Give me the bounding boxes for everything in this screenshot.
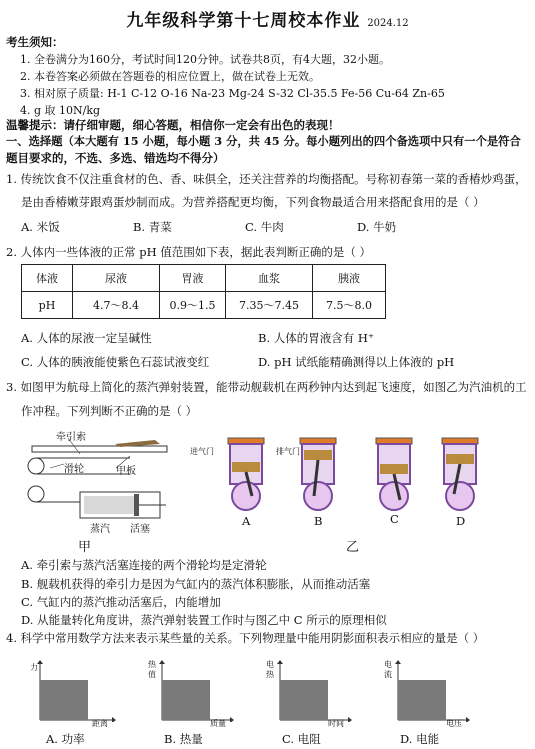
engine-label-d: D [456,514,466,528]
engine-label-b: B [314,514,323,528]
q3-option-d[interactable]: D. 从能量转化角度讲，蒸汽弹射装置工作时与图乙中 C 所示的原理相似 [21,613,387,627]
page-title [0,6,535,31]
graph-b-xlabel: 质量 [210,719,226,728]
shaded-area [40,680,88,720]
q3-option-a[interactable]: A. 牵引索与蒸汽活塞连接的两个滑轮均是定滑轮 [21,558,267,572]
q3-option-c[interactable]: C. 气缸内的蒸汽推动活塞后，内能增加 [21,595,221,609]
steam-area [84,496,134,514]
instruction-item: 2. 本卷答案必须做在答题卷的相应位置上，做在试卷上无效。 [20,70,320,83]
q2-option-c[interactable]: C. 人体的胰液能使紫色石蕊试液变红 [21,355,210,369]
table-header: 血浆 [226,265,313,292]
figure-caption-jia: 甲 [78,540,92,555]
piston [134,494,139,516]
engine-strokes-diagram [190,428,490,528]
graph-a-axes [26,660,116,722]
engine-c [376,438,412,510]
q1-option-d[interactable]: D. 牛奶 [357,220,397,234]
table-row [22,292,386,319]
q4-stem: 4. 科学中常用数学方法来表示某些量的关系。下列物理量中能用阴影面积表示相应的量是（ ） [6,631,485,645]
warm-tip: 温馨提示：请仔细审题，细心答题，相信你一定会有出色的表现！ [6,118,340,132]
label-piston: 活塞 [130,524,150,535]
q1-option-b[interactable]: B. 青菜 [133,220,172,234]
table-cell: 4.7～8.4 [73,292,160,319]
deck-rail [32,446,167,452]
engine-figure [190,428,490,553]
q4-option-d[interactable]: D. 电能 [400,732,440,746]
table-cell: 7.5～8.0 [313,292,386,319]
shaded-area [280,680,328,720]
graph-a-ylabel: 力 [30,663,38,672]
label-deck: 甲板 [116,466,136,477]
q2-option-a[interactable]: A. 人体的尿液一定呈碱性 [21,331,152,345]
label-exhaust: 排气门 [276,447,300,456]
engine-label-c: C [390,512,399,526]
engine-label-a: A [242,514,251,528]
q4-graph-c [262,660,372,749]
label-rope: 牵引索 [56,432,86,443]
graph-a-xlabel: 距离 [92,719,108,728]
q4-graph-a [26,660,136,749]
instructions-heading: 考生须知： [6,35,64,49]
table-header: 胰液 [313,265,386,292]
title-text: 九年级科学第十七周校本作业 [126,11,361,31]
engine-d [442,438,478,510]
engine-a [228,438,264,510]
instruction-item: 4. g 取 10N/kg [20,104,101,117]
catapult-figure [20,428,170,553]
table-cell: 7.35～7.45 [226,292,313,319]
q4-graph-b [144,660,254,749]
figure-caption-yi: 乙 [346,540,360,555]
graph-c-xlabel: 时间 [328,719,344,728]
label-steam: 蒸汽 [90,524,110,535]
instruction-item: 1. 全卷满分为160分，考试时间120分钟。试卷共8页，有4大题，32小题。 [20,53,390,66]
table-header: 尿液 [73,265,160,292]
table-header: 胃液 [160,265,226,292]
graph-d-xlabel: 电压 [446,719,462,728]
instruction-item: 3. 相对原子质量: H-1 C-12 O-16 Na-23 Mg-24 S-32 Cl-35.5 Fe-56 Cu-64 Zn-65 [20,87,445,100]
q3-option-b[interactable]: B. 舰载机获得的牵引力是因为气缸内的蒸汽体积膨胀，从而推动活塞 [21,577,371,591]
table-cell: 0.9～1.5 [160,292,226,319]
q4-option-a[interactable]: A. 功率 [46,732,85,746]
title-date: 2024.12 [367,18,409,29]
graph-d-ylabel: 电流 [384,660,392,679]
q1-stem-cont: 是由香椿嫩芽跟鸡蛋炒制而成。为营养搭配更均衡，下列食物最适合用来搭配食用的是（ ） [21,195,485,209]
engine-b [300,438,336,510]
table-row [22,265,386,292]
q1-stem: 1. 传统饮食不仅注重食材的色、香、味俱全，还关注营养的均衡搭配。号称初春第一菜的香椿炒鸡蛋， [6,172,527,186]
ph-table [21,264,386,319]
label-pulley: 滑轮 [64,464,84,475]
q2-stem: 2. 人体内一些体液的正常 pH 值范围如下表，据此表判断正确的是（ ） [6,245,371,259]
q1-option-a[interactable]: A. 米饭 [21,220,60,234]
table-header: 体液 [22,265,73,292]
q4-option-b[interactable]: B. 热量 [164,732,203,746]
q2-option-b[interactable]: B. 人体的胃液含有 H⁺ [258,331,375,345]
q1-option-c[interactable]: C. 牛肉 [245,220,284,234]
q3-stem-cont: 作冲程。下列判断不正确的是（ ） [21,404,198,418]
shaded-area [162,680,210,720]
pulley-left-lower [28,486,44,502]
q4-graph-d [380,660,490,749]
graph-b-ylabel: 热值 [148,660,156,679]
section-heading-cont: 题目要求的，不选、多选、错选均不得分） [6,151,225,165]
graph-c-ylabel: 电热 [266,660,274,679]
q4-option-c[interactable]: C. 电阻 [282,732,321,746]
q3-stem: 3. 如图甲为航母上简化的蒸汽弹射装置，能带动舰载机在两秒钟内达到起飞速度，如图乙为汽油机的工 [6,380,527,394]
label-intake: 进气门 [190,447,214,456]
table-cell: pH [22,292,73,319]
q2-option-d[interactable]: D. pH 试纸能精确测得以上体液的 pH [258,355,455,369]
pulley-left [28,458,44,474]
section-heading: 一、选择题（本大题有 15 小题，每小题 3 分，共 45 分。每小题列出的四个备选项中只有一个是符合 [6,134,521,148]
shaded-area [398,680,446,720]
